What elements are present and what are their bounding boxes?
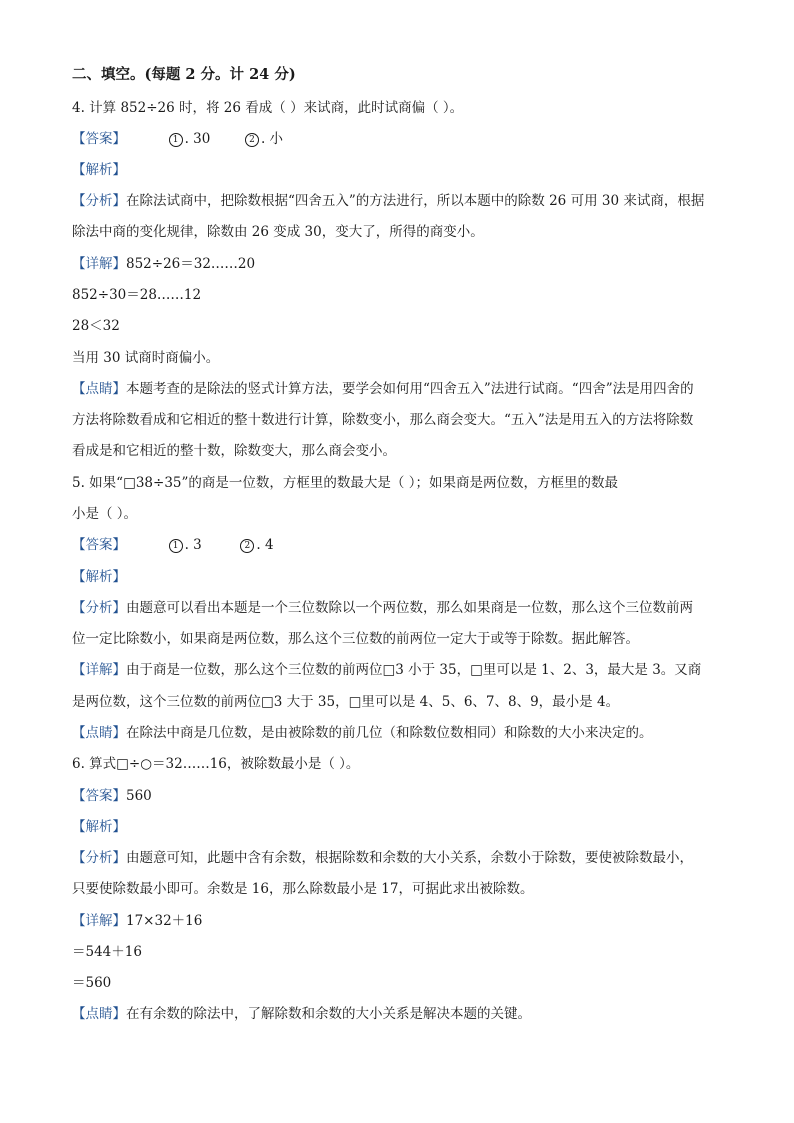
question-6-xiangjie-2: ＝544＋16 [72, 944, 142, 960]
question-6-dianjing-1: 【点睛】在有余数的除法中，了解除数和余数的大小关系是解决本题的关键。 [72, 1006, 531, 1022]
question-5-xiangjie-1: 【详解】由于商是一位数，那么这个三位数的前两位□3 小于 35，□里可以是 1、2、3，最大是 3。又商 [72, 662, 702, 678]
question-5-xiangjie-2: 是两位数，这个三位数的前两位□3 大于 35，□里可以是 4、5、6、7、8、9，最小是 4。 [72, 694, 620, 710]
question-6-jiexi: 【解析】 [72, 819, 126, 835]
question-4-xiangjie-4: 当用 30 试商时商偏小。 [72, 350, 220, 366]
question-4-fenxi-1: 【分析】在除法试商中，把除数根据“四舍五入”的方法进行，所以本题中的除数 26 可用 30 来试商，根据 [72, 193, 705, 209]
question-4-dianjing-1: 【点睛】本题考查的是除法的竖式计算方法，要学会如何用“四舍五入”法进行试商。“四舍”法是用四舍的 [72, 381, 694, 397]
question-6-fenxi-1: 【分析】由题意可知，此题中含有余数，根据除数和余数的大小关系，余数小于除数，要使被除数最小， [72, 850, 693, 866]
answer-item-2: 2 . 小 [245, 130, 283, 148]
question-6-answer: 【答案】560 [72, 788, 152, 804]
answer-tag: 【答案】 [72, 537, 126, 553]
question-6-text: 6. 算式□÷○＝32……16，被除数最小是（ ）。 [72, 756, 360, 772]
question-4-jiexi: 【解析】 [72, 162, 126, 178]
question-5-text-1: 5. 如果“□38÷35”的商是一位数，方框里的数最大是（ ）；如果商是两位数，方框里的数最 [72, 475, 618, 491]
circled-number: 2 [245, 133, 259, 147]
question-4-xiangjie-1: 【详解】852÷26＝32……20 [72, 256, 256, 272]
question-4-dianjing-2: 方法将除数看成和它相近的整十数进行计算，除数变小，那么商会变大。“五入”法是用五入的方法将除数 [72, 412, 694, 428]
question-5-answer [72, 536, 274, 554]
question-4-dianjing-3: 看成是和它相近的整十数，除数变大，那么商会变小。 [72, 443, 396, 459]
question-6-fenxi-2: 只要使除数最小即可。余数是 16，那么除数最小是 17，可据此求出被除数。 [72, 881, 534, 897]
question-6-xiangjie-1: 【详解】17×32＋16 [72, 913, 203, 929]
answer-item-1: 1 . 30 [169, 130, 211, 148]
question-6-xiangjie-3: ＝560 [72, 975, 112, 991]
answer-item-1: 1 . 3 [169, 536, 202, 554]
question-5-fenxi-1: 【分析】由题意可以看出本题是一个三位数除以一个两位数，那么如果商是一位数，那么这个三位数前两 [72, 600, 693, 616]
question-4-text: 4. 计算 852÷26 时，将 26 看成（ ）来试商，此时试商偏（ ）。 [72, 100, 464, 116]
question-5-fenxi-2: 位一定比除数小，如果商是两位数，那么这个三位数的前两位一定大于或等于除数。据此解答。 [72, 631, 639, 647]
question-4-fenxi-2: 除法中商的变化规律，除数由 26 变成 30，变大了，所得的商变小。 [72, 224, 484, 240]
answer-item-2: 2 . 4 [240, 536, 273, 554]
answer-tag: 【答案】 [72, 131, 126, 147]
question-4-xiangjie-2: 852÷30＝28……12 [72, 287, 202, 303]
question-5-jiexi: 【解析】 [72, 569, 126, 585]
circled-number: 1 [169, 539, 183, 553]
circled-number: 1 [169, 133, 183, 147]
question-5-dianjing-1: 【点睛】在除法中商是几位数，是由被除数的前几位（和除数位数相同）和除数的大小来决定的。 [72, 725, 653, 741]
question-4-xiangjie-3: 28＜32 [72, 318, 120, 334]
section-title: 二、填空。(每题 2 分。计 24 分) [72, 66, 296, 83]
question-5-text-2: 小是（ ）。 [72, 506, 138, 522]
question-4-answer [72, 130, 283, 148]
circled-number: 2 [240, 539, 254, 553]
